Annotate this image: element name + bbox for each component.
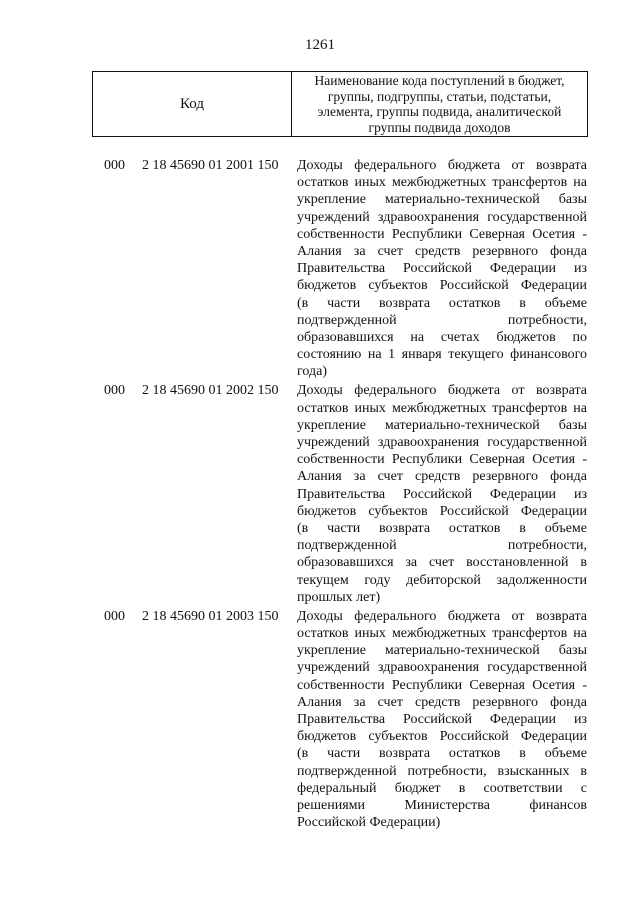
table-row bbox=[0, 382, 640, 605]
description-line: остатков иных межбюджетных трансфертов на bbox=[297, 626, 587, 642]
description-line: (в части возврата остатков в объеме bbox=[297, 295, 587, 311]
description-line: Доходы федерального бюджета от возврата bbox=[297, 608, 587, 624]
admin-code: 000 bbox=[104, 383, 125, 399]
description-line bbox=[297, 312, 587, 329]
admin-code: 000 bbox=[104, 608, 125, 624]
table-row bbox=[0, 608, 640, 831]
revenue-code: 2 18 45690 01 2003 150 bbox=[142, 608, 279, 624]
description-line: текущем году дебиторской задолженности bbox=[297, 572, 587, 588]
table-header bbox=[92, 71, 588, 137]
description-line: собственности Республики Северная Осетия - bbox=[297, 452, 587, 468]
description-line: Правительства Российской Федерации из bbox=[297, 712, 587, 727]
revenue-code: 2 18 45690 01 2001 150 bbox=[142, 158, 279, 173]
description-word: подтвержденной bbox=[297, 538, 397, 554]
description-line bbox=[297, 537, 587, 554]
admin-code: 000 bbox=[104, 158, 125, 173]
description-line: подтвержденной потребности, взысканных в bbox=[297, 763, 587, 779]
revenue-description bbox=[297, 608, 587, 831]
revenue-description bbox=[297, 382, 587, 605]
description-line: года) bbox=[297, 364, 327, 380]
revenue-description bbox=[297, 157, 587, 380]
entries-list bbox=[0, 157, 640, 833]
table-row bbox=[0, 157, 640, 380]
description-line: бюджетов субъектов Российской Федерации bbox=[297, 278, 587, 294]
header-code-column: Код bbox=[93, 72, 292, 136]
description-line: собственности Республики Северная Осетия - bbox=[297, 226, 587, 242]
description-line: Алания за счет средств резервного фонда bbox=[297, 694, 587, 710]
description-line: учреждений здравоохранения государственной bbox=[297, 209, 587, 225]
description-line: Правительства Российской Федерации из bbox=[297, 486, 587, 502]
description-line: Правительства Российской Федерации из bbox=[297, 261, 587, 277]
description-line: решениями Министерства финансов bbox=[297, 797, 587, 813]
description-line: (в части возврата остатков в объеме bbox=[297, 520, 587, 536]
description-line: Алания за счет средств резервного фонда bbox=[297, 243, 587, 259]
description-line: (в части возврата остатков в объеме bbox=[297, 746, 587, 762]
description-line: укрепление материально-технической базы bbox=[297, 643, 587, 659]
header-name-column: Наименование кода поступлений в бюджет, группы, подгруппы, статьи, подстатьи, элемента, группы подвида, аналитической группы подвида доходов bbox=[314, 73, 565, 135]
description-line: собственности Республики Северная Осетия - bbox=[297, 677, 587, 693]
revenue-code: 2 18 45690 01 2002 150 bbox=[142, 383, 279, 399]
description-word: потребности, bbox=[507, 312, 587, 328]
description-line: прошлых лет) bbox=[297, 589, 381, 605]
description-line: укрепление материально-технической базы bbox=[297, 192, 587, 208]
description-line: Доходы федерального бюджета от возврата bbox=[297, 158, 587, 173]
description-line: учреждений здравоохранения государственной bbox=[297, 660, 587, 676]
description-line: образовавшихся за счет восстановленной в bbox=[297, 555, 587, 571]
description-line: образовавшихся на счетах бюджетов по bbox=[297, 329, 587, 345]
description-line: бюджетов субъектов Российской Федерации bbox=[297, 729, 587, 745]
description-line: Российской Федерации) bbox=[297, 815, 441, 831]
description-line: бюджетов субъектов Российской Федерации bbox=[297, 503, 587, 519]
description-line: Доходы федерального бюджета от возврата bbox=[297, 383, 587, 399]
page-number: 1261 bbox=[305, 37, 335, 53]
description-line: остатков иных межбюджетных трансфертов на bbox=[297, 175, 587, 191]
description-line: учреждений здравоохранения государственной bbox=[297, 435, 587, 450]
description-line: состоянию на 1 января текущего финансового bbox=[297, 347, 587, 363]
description-line: укрепление материально-технической базы bbox=[297, 417, 587, 433]
description-word: подтвержденной bbox=[297, 312, 397, 328]
description-line: федеральный бюджет в соответствии с bbox=[297, 780, 587, 796]
description-line: остатков иных межбюджетных трансфертов на bbox=[297, 400, 587, 416]
description-word: потребности, bbox=[507, 538, 587, 554]
description-line: Алания за счет средств резервного фонда bbox=[297, 469, 587, 485]
